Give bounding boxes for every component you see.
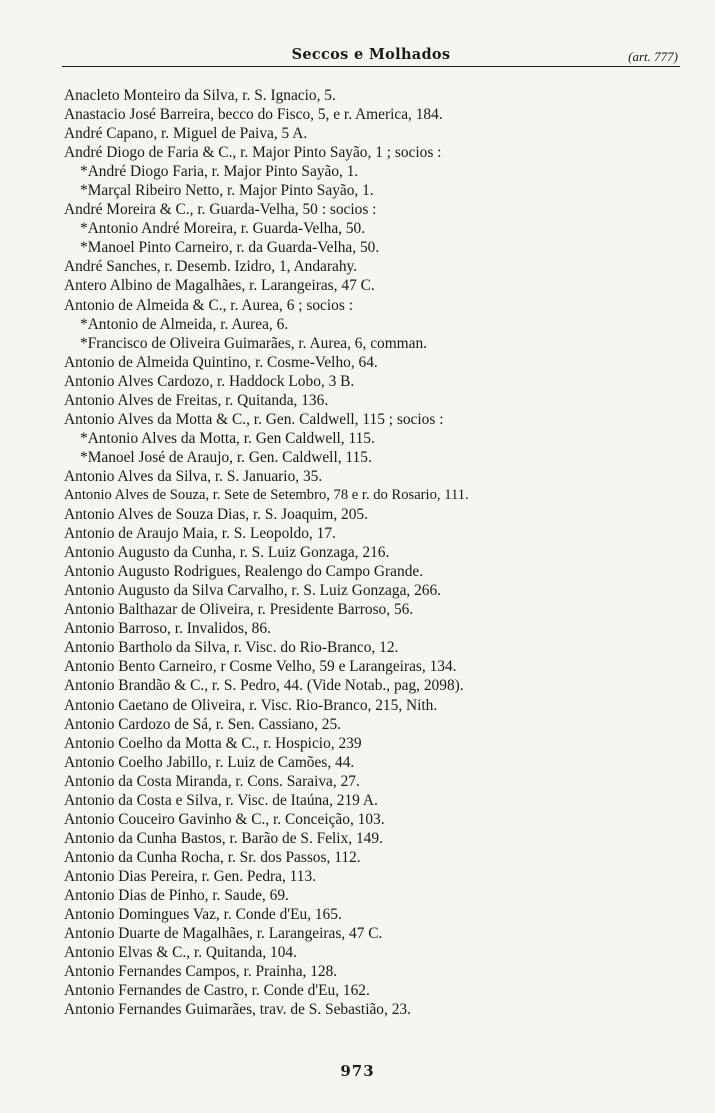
directory-entry: Antonio Bento Carneiro, r Cosme Velho, 59 e Larangeiras, 134. bbox=[64, 658, 457, 676]
directory-entry: Anacleto Monteiro da Silva, r. S. Ignacio, 5. bbox=[64, 87, 336, 104]
directory-entry: André Sanches, r. Desemb. Izidro, 1, Andarahy. bbox=[64, 258, 358, 276]
partner-entry: *Francisco de Oliveira Guimarães, r. Aurea, 6, comman. bbox=[80, 334, 428, 352]
directory-entry: Antonio Domingues Vaz, r. Conde d'Eu, 165. bbox=[64, 906, 342, 924]
directory-entry: Antero Albino de Magalhães, r. Larangeiras, 47 C. bbox=[64, 277, 375, 295]
section-title: Seccos e Molhados bbox=[291, 46, 451, 63]
directory-entry: Antonio Cardozo de Sá, r. Sen. Cassiano, 25. bbox=[64, 715, 342, 733]
directory-entry: Antonio Bartholo da Silva, r. Visc. do Rio-Branco, 12. bbox=[64, 639, 399, 657]
directory-entry: Antonio de Almeida Quintino, r. Cosme-Velho, 64. bbox=[64, 353, 378, 371]
page-number: 973 bbox=[340, 1062, 375, 1080]
page-header bbox=[62, 44, 680, 66]
directory-entry: Antonio Elvas & C., r. Quitanda, 104. bbox=[64, 944, 297, 962]
directory-entry: Antonio Fernandes Campos, r. Prainha, 128. bbox=[64, 963, 338, 981]
directory-entry: Antonio Alves da Motta & C., r. Gen. Caldwell, 115 ; socios : bbox=[64, 410, 444, 428]
partner-entry: *Antonio de Almeida, r. Aurea, 6. bbox=[80, 315, 289, 333]
directory-entry: Antonio Couceiro Gavinho & C., r. Conceição, 103. bbox=[64, 810, 385, 828]
directory-entry: Antonio de Araujo Maia, r. S. Leopoldo, 17. bbox=[64, 525, 336, 543]
directory-entry: Antonio Alves de Freitas, r. Quitanda, 136. bbox=[64, 391, 329, 409]
directory-entry: Antonio Coelho Jabillo, r. Luiz de Camões, 44. bbox=[64, 753, 355, 771]
directory-entry: Antonio da Cunha Rocha, r. Sr. dos Passos, 112. bbox=[64, 848, 361, 866]
directory-entry: Anastacio José Barreira, becco do Fisco, 5, e r. America, 184. bbox=[64, 106, 443, 124]
directory-entry: Antonio Fernandes de Castro, r. Conde d'Eu, 162. bbox=[64, 982, 370, 1000]
partner-entry: *Marçal Ribeiro Netto, r. Major Pinto Sayão, 1. bbox=[80, 182, 374, 200]
directory-entry: Antonio Dias de Pinho, r. Saude, 69. bbox=[64, 886, 289, 904]
article-reference: (art. 777) bbox=[628, 49, 678, 64]
partner-entry: *Manoel Pinto Carneiro, r. da Guarda-Velha, 50. bbox=[80, 239, 380, 257]
directory-entry: Antonio Coelho da Motta & C., r. Hospicio, 239 bbox=[64, 734, 362, 752]
partner-entry: *Antonio André Moreira, r. Guarda-Velha, 50. bbox=[80, 220, 366, 238]
directory-entry: André Diogo de Faria & C., r. Major Pinto Sayão, 1 ; socios : bbox=[64, 144, 442, 162]
directory-entry: Antonio Augusto da Silva Carvalho, r. S. Luiz Gonzaga, 266. bbox=[64, 582, 442, 600]
directory-entry: Antonio Alves Cardozo, r. Haddock Lobo, 3 B. bbox=[64, 372, 355, 390]
directory-entry: Antonio Alves da Silva, r. S. Januario, 35. bbox=[64, 467, 323, 485]
directory-entry: André Capano, r. Miguel de Paiva, 5 A. bbox=[64, 125, 308, 143]
directory-entry: Antonio Balthazar de Oliveira, r. Presidente Barroso, 56. bbox=[64, 601, 414, 619]
directory-entry: Antonio Alves de Souza Dias, r. S. Joaquim, 205. bbox=[64, 506, 368, 524]
directory-entry: Antonio Augusto Rodrigues, Realengo do Campo Grande. bbox=[64, 563, 424, 581]
partner-entry: *Antonio Alves da Motta, r. Gen Caldwell, 115. bbox=[80, 429, 375, 447]
directory-entry: Antonio Augusto da Cunha, r. S. Luiz Gonzaga, 216. bbox=[64, 544, 390, 562]
directory-entry: André Moreira & C., r. Guarda-Velha, 50 : socios : bbox=[64, 201, 377, 219]
directory-entry: Antonio Alves de Souza, r. Sete de Setembro, 78 e r. do Rosario, 111. bbox=[64, 486, 469, 503]
directory-entry: Antonio Dias Pereira, r. Gen. Pedra, 113. bbox=[64, 867, 317, 885]
directory-entry: Antonio de Almeida & C., r. Aurea, 6 ; socios : bbox=[64, 296, 353, 314]
header-rule bbox=[62, 66, 680, 67]
directory-entry: Antonio Brandão & C., r. S. Pedro, 44. (Vide Notab., pag, 2098). bbox=[64, 677, 464, 695]
directory-entry: Antonio Duarte de Magalhães, r. Larangeiras, 47 C. bbox=[64, 925, 383, 943]
directory-entries bbox=[64, 86, 694, 1019]
directory-entry: Antonio da Cunha Bastos, r. Barão de S. Felix, 149. bbox=[64, 829, 383, 847]
directory-entry: Antonio Barroso, r. Invalidos, 86. bbox=[64, 620, 271, 638]
directory-entry: Antonio Caetano de Oliveira, r. Visc. Rio-Branco, 215, Nith. bbox=[64, 696, 438, 714]
directory-entry: Antonio da Costa e Silva, r. Visc. de Itaúna, 219 A. bbox=[64, 791, 378, 809]
directory-entry: Antonio da Costa Miranda, r. Cons. Saraiva, 27. bbox=[64, 772, 360, 790]
partner-entry: *André Diogo Faria, r. Major Pinto Sayão, 1. bbox=[80, 163, 359, 181]
partner-entry: *Manoel José de Araujo, r. Gen. Caldwell, 115. bbox=[80, 448, 372, 466]
directory-entry: Antonio Fernandes Guimarães, trav. de S. Sebastião, 23. bbox=[64, 1001, 411, 1019]
